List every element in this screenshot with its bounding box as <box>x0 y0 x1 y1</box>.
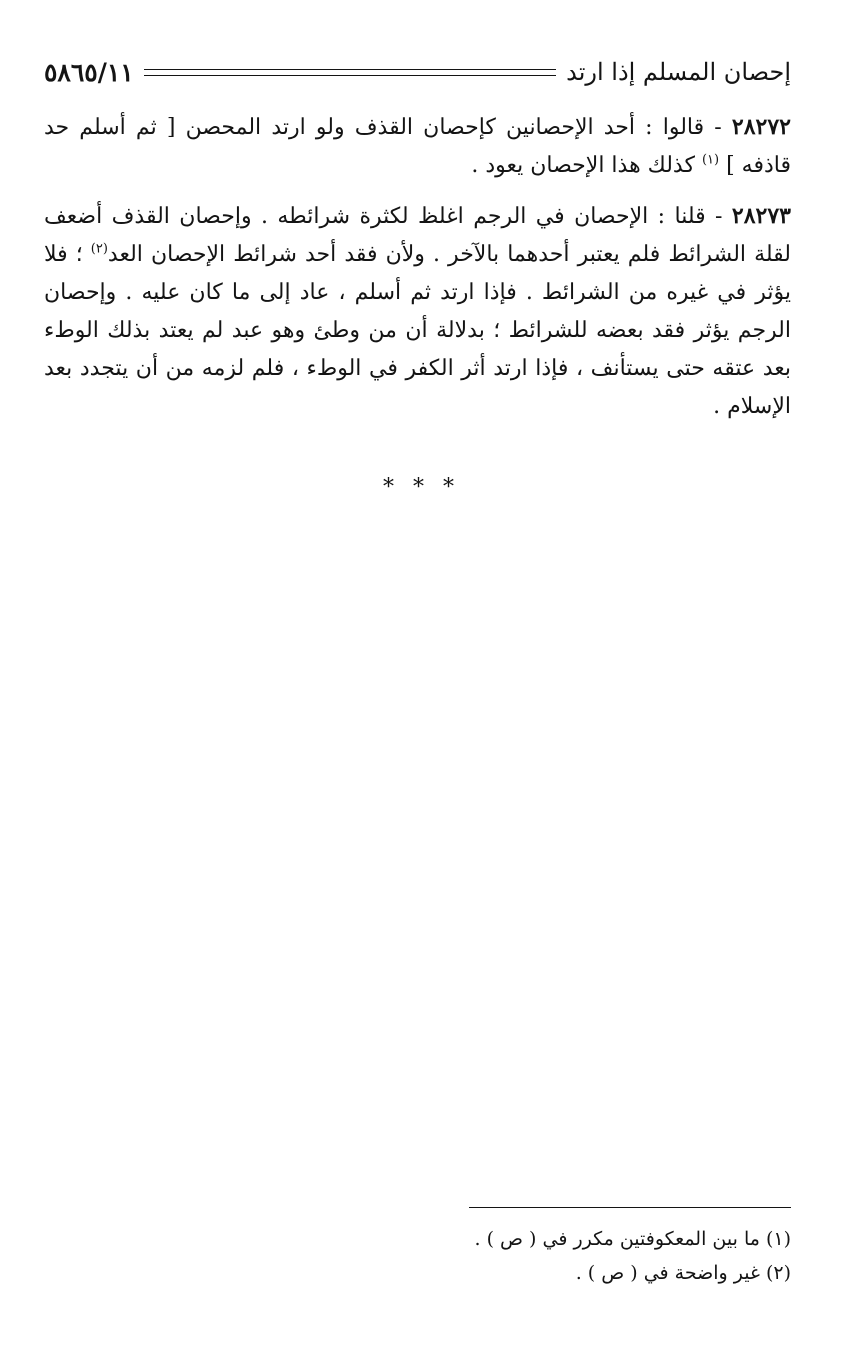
footnotes <box>300 1222 791 1290</box>
footnote-ref-2: (٢) <box>90 241 108 257</box>
main-text <box>44 108 791 438</box>
page-number: ٥٨٦٥/١١ <box>44 57 134 87</box>
section-separator: * * * <box>383 475 460 500</box>
footnote-1: (١) ما بين المعكوفتين مكرر في ( ص ) . <box>474 1228 791 1250</box>
header-double-rule <box>144 69 556 76</box>
paragraph-text: - قلنا : الإحصان في الرجم اغلظ لكثرة شرائطه . وإحصان القذف أضعف لقلة الشرائط فلم يعتبر أحدهما بالآخر . ولأن فقد أحد شرائط الإحصان العد <box>44 204 791 267</box>
paragraph-number: ٢٨٢٧٣ <box>731 203 791 229</box>
paragraph-text: - قالوا : أحد الإحصانين كإحصان القذف ولو ارتد المحصن [ ثم أسلم حد قاذفه ] <box>44 115 791 178</box>
paragraph-text-continued: ؛ فلا يؤثر في غيره من الشرائط . فإذا ارتد ثم أسلم ، عاد إلى ما كان عليه . وإحصان الرجم يؤثر فقد بعضه للشرائط ؛ بدلالة أن من وطئ وهو عبد لم يعتد بذلك الوطء بعد عتقه حتى يستأنف ، فإذا ارتد أثر الكفر في الوطء ، فلم لزمه من أن يتجدد بعد الإسلام . <box>44 242 791 419</box>
paragraph-28273 <box>44 197 791 426</box>
paragraph-number: ٢٨٢٧٢ <box>731 114 791 140</box>
footnote-ref-1: (١) <box>701 152 720 168</box>
running-title: إحصان المسلم إذا ارتد <box>566 58 791 86</box>
footnote-divider <box>469 1207 791 1208</box>
running-header <box>44 52 791 92</box>
paragraph-28272 <box>44 108 791 185</box>
footnote-2: (٢) غير واضحة في ( ص ) . <box>575 1262 791 1284</box>
paragraph-text-continued: كذلك هذا الإحصان يعود . <box>471 153 702 178</box>
